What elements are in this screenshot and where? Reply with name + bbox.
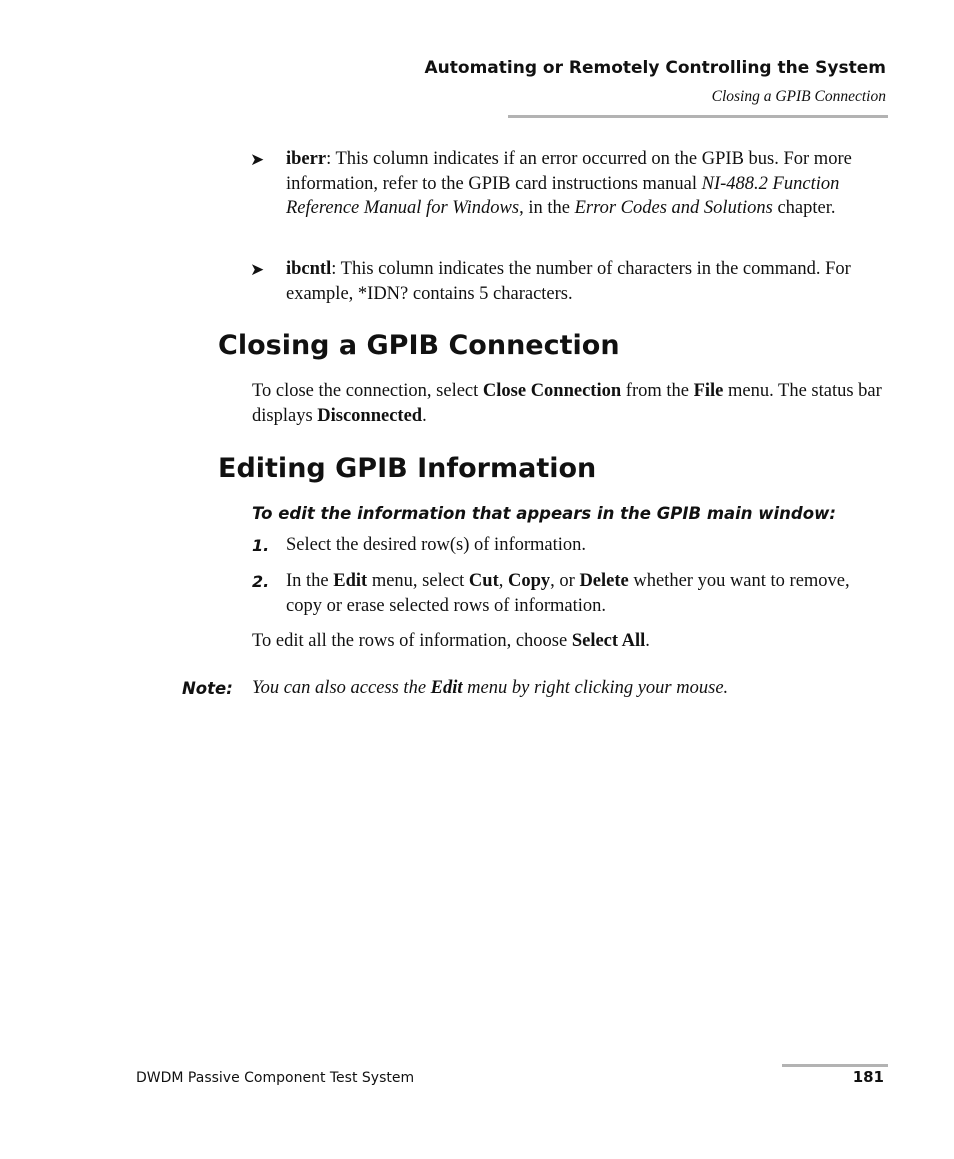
text-run: , or: [550, 571, 580, 591]
select-all-paragraph: [252, 629, 650, 654]
step-number: 2.: [252, 572, 270, 591]
text-run: To edit all the rows of information, choose: [252, 631, 572, 651]
term-iberr: iberr: [286, 149, 327, 169]
command-select-all: Select All: [571, 631, 646, 651]
text-run: To close the connection, select: [252, 381, 483, 401]
text-run: from the: [621, 381, 694, 401]
text-run: In the: [286, 571, 334, 591]
text-run: .: [645, 631, 650, 651]
closing-paragraph: [252, 379, 892, 428]
page-number: 181: [852, 1068, 884, 1086]
step-number: 1.: [252, 536, 270, 555]
menu-item-close-connection: Close Connection: [482, 381, 622, 401]
status-disconnected: Disconnected: [317, 405, 423, 426]
step-text: Select the desired row(s) of information.: [286, 535, 587, 555]
text-run: , in the: [519, 198, 575, 218]
heading-closing-connection: Closing a GPIB Connection: [218, 330, 620, 361]
text-run: menu by right clicking your mouse.: [462, 678, 729, 698]
heading-editing-information: Editing GPIB Information: [218, 453, 597, 484]
procedure-title: To edit the information that appears in the GPIB main window:: [252, 504, 836, 523]
text-run: menu. The status bar displays: [252, 381, 882, 426]
command-delete: Delete: [579, 571, 629, 591]
text-run: menu, select: [367, 571, 469, 591]
text-run: chapter.: [772, 198, 836, 218]
menu-file: File: [693, 381, 724, 401]
footer-document-title: DWDM Passive Component Test System: [136, 1070, 415, 1086]
note-text: [252, 676, 728, 701]
text-run: ,: [498, 571, 508, 591]
bullet-arrow-icon: ➤: [250, 260, 265, 279]
text-run: You can also access the: [252, 678, 431, 698]
text-run: : This column indicates if an error occurred on the GPIB bus. For more information, refer to the GPIB card instructions manual: [286, 149, 852, 194]
text-run: .: [422, 405, 427, 426]
command-copy: Copy: [507, 571, 551, 591]
bullet-item-iberr: [286, 147, 890, 221]
bullet-arrow-icon: ➤: [250, 150, 265, 169]
running-header-subtitle: Closing a GPIB Connection: [711, 88, 886, 105]
running-header-title: Automating or Remotely Controlling the System: [424, 58, 886, 78]
header-rule: [508, 115, 888, 118]
term-ibcntl: ibcntl: [286, 259, 332, 279]
chapter-title: Error Codes and Solutions: [574, 198, 773, 218]
manual-title: NI-488.2 Function Reference Manual for Windows: [286, 173, 840, 218]
note-label: Note:: [182, 679, 233, 698]
text-run: whether you want to remove, copy or erase selected rows of information.: [286, 571, 850, 616]
menu-edit: Edit: [333, 571, 368, 591]
step-text: [286, 569, 890, 618]
command-cut: Cut: [468, 571, 499, 591]
bullet-item-ibcntl: [286, 257, 890, 306]
text-run: : This column indicates the number of characters in the command. For example, *IDN? contains 5 characters.: [286, 259, 851, 304]
footer-rule: [782, 1064, 888, 1067]
menu-edit: Edit: [430, 678, 463, 698]
